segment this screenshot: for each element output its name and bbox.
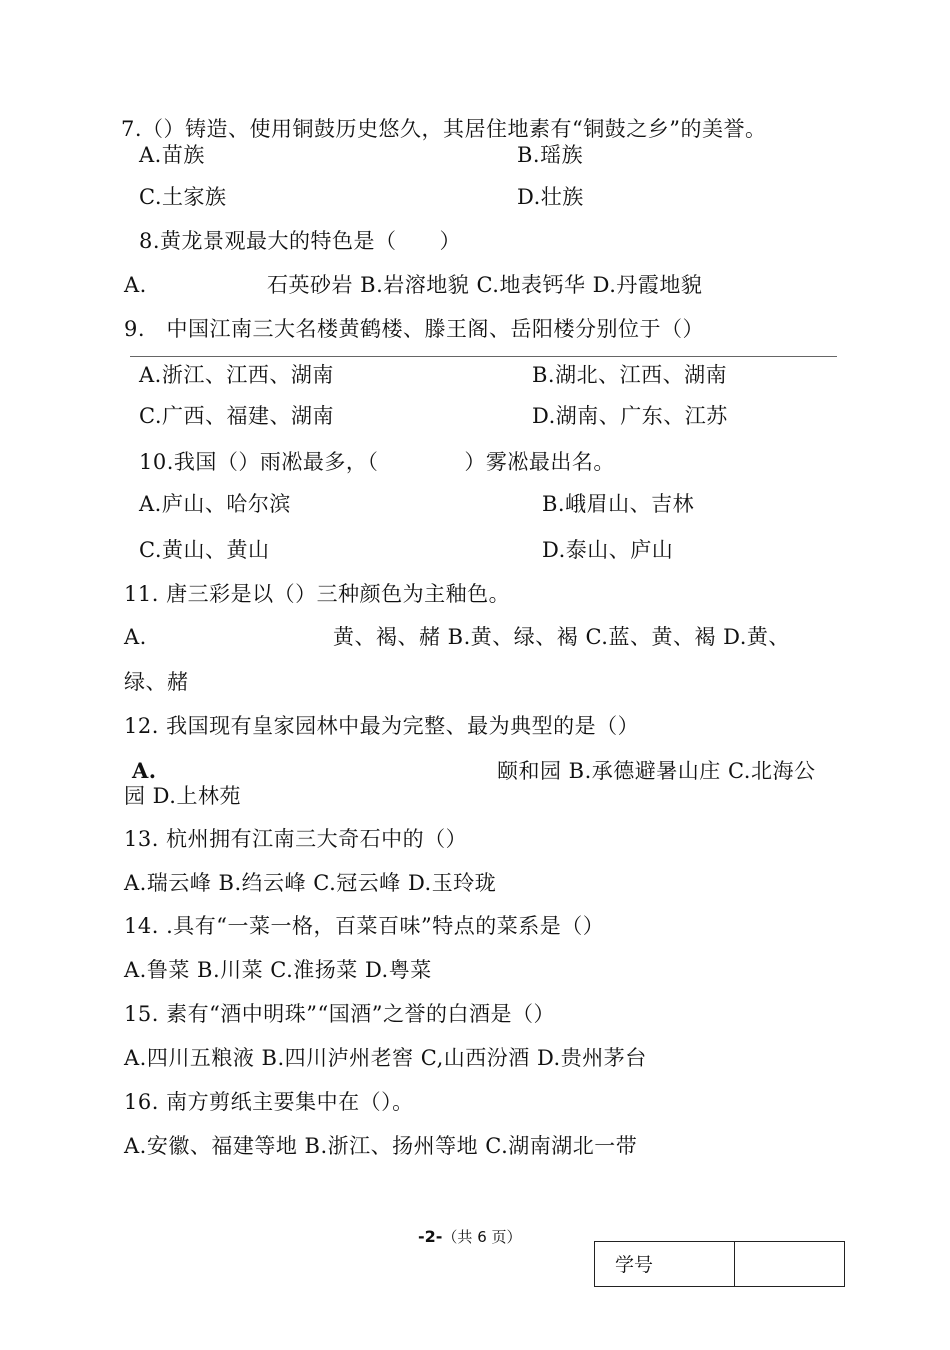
q8-option-a-letter: A.: [124, 273, 147, 297]
q10-option-d: D.泰山、庐山: [542, 538, 674, 562]
q9-option-a: A.浙江、江西、湖南: [139, 363, 334, 387]
q16-options: A.安徽、福建等地 B.浙江、扬州等地 C.湖南湖北一带: [124, 1134, 638, 1158]
q8-options: 石英砂岩 B.岩溶地貌 C.地表钙华 D.丹霞地貌: [267, 273, 703, 297]
page-number: -2-: [418, 1227, 443, 1246]
q7-option-b: B.瑶族: [517, 143, 584, 167]
q12-options: 颐和园 B.承德避暑山庄 C.北海公: [497, 759, 816, 783]
q9-option-c: C.广西、福建、湖南: [139, 404, 334, 428]
q10-option-a: A.庐山、哈尔滨: [139, 492, 291, 516]
q11-option-a-letter: A.: [124, 625, 147, 649]
q10-option-c: C.黄山、黄山: [139, 538, 270, 562]
horizontal-rule: [130, 356, 837, 357]
q15-stem: 15. 素有“酒中明珠”“国酒”之誉的白酒是（）: [124, 1002, 556, 1026]
q9-option-d: D.湖南、广东、江苏: [532, 404, 728, 428]
q14-options: A.鲁菜 B.川菜 C.淮扬菜 D.粤菜: [124, 958, 432, 982]
student-id-label: 学号: [595, 1242, 735, 1286]
q11-options-continued: 绿、赭: [124, 670, 189, 694]
q9-stem: 9. 中国江南三大名楼黄鹤楼、滕王阁、岳阳楼分别位于（）: [124, 317, 705, 341]
q7-option-a: A.苗族: [139, 143, 205, 167]
page-total: （共 6 页）: [442, 1228, 522, 1246]
q12-options-continued: 园 D.上林苑: [124, 784, 241, 808]
q9-option-b: B.湖北、江西、湖南: [532, 363, 728, 387]
student-id-field[interactable]: [735, 1242, 844, 1286]
q7-option-d: D.壮族: [517, 185, 584, 209]
q14-stem: 14. .具有“一菜一格，百菜百味”特点的菜系是（）: [124, 914, 605, 938]
q11-options: 黄、褐、赭 B.黄、绿、褐 C.蓝、黄、褐 D.黄、: [333, 625, 790, 649]
q8-stem: 8.黄龙景观最大的特色是（ ）: [139, 229, 462, 253]
student-id-box: [594, 1241, 845, 1287]
q13-options: A.瑞云峰 B.绉云峰 C.冠云峰 D.玉玲珑: [124, 871, 497, 895]
q12-option-a-letter: A.: [132, 758, 157, 783]
q15-options: A.四川五粮液 B.四川泸州老窖 C,山西汾酒 D.贵州茅台: [124, 1046, 647, 1070]
q10-option-b: B.峨眉山、吉林: [542, 492, 695, 516]
q10-stem: 10.我国（）雨凇最多，（ ）雾凇最出名。: [139, 450, 615, 474]
page-footer: [418, 1226, 522, 1247]
q11-stem: 11. 唐三彩是以（）三种颜色为主釉色。: [124, 582, 511, 606]
q13-stem: 13. 杭州拥有江南三大奇石中的（）: [124, 827, 468, 851]
q16-stem: 16. 南方剪纸主要集中在（）。: [124, 1090, 414, 1114]
q7-option-c: C.土家族: [139, 185, 227, 209]
q7-stem: 7.（）铸造、使用铜鼓历史悠久，其居住地素有“铜鼓之乡”的美誉。: [121, 117, 767, 141]
q12-stem: 12. 我国现有皇家园林中最为完整、最为典型的是（）: [124, 714, 640, 738]
